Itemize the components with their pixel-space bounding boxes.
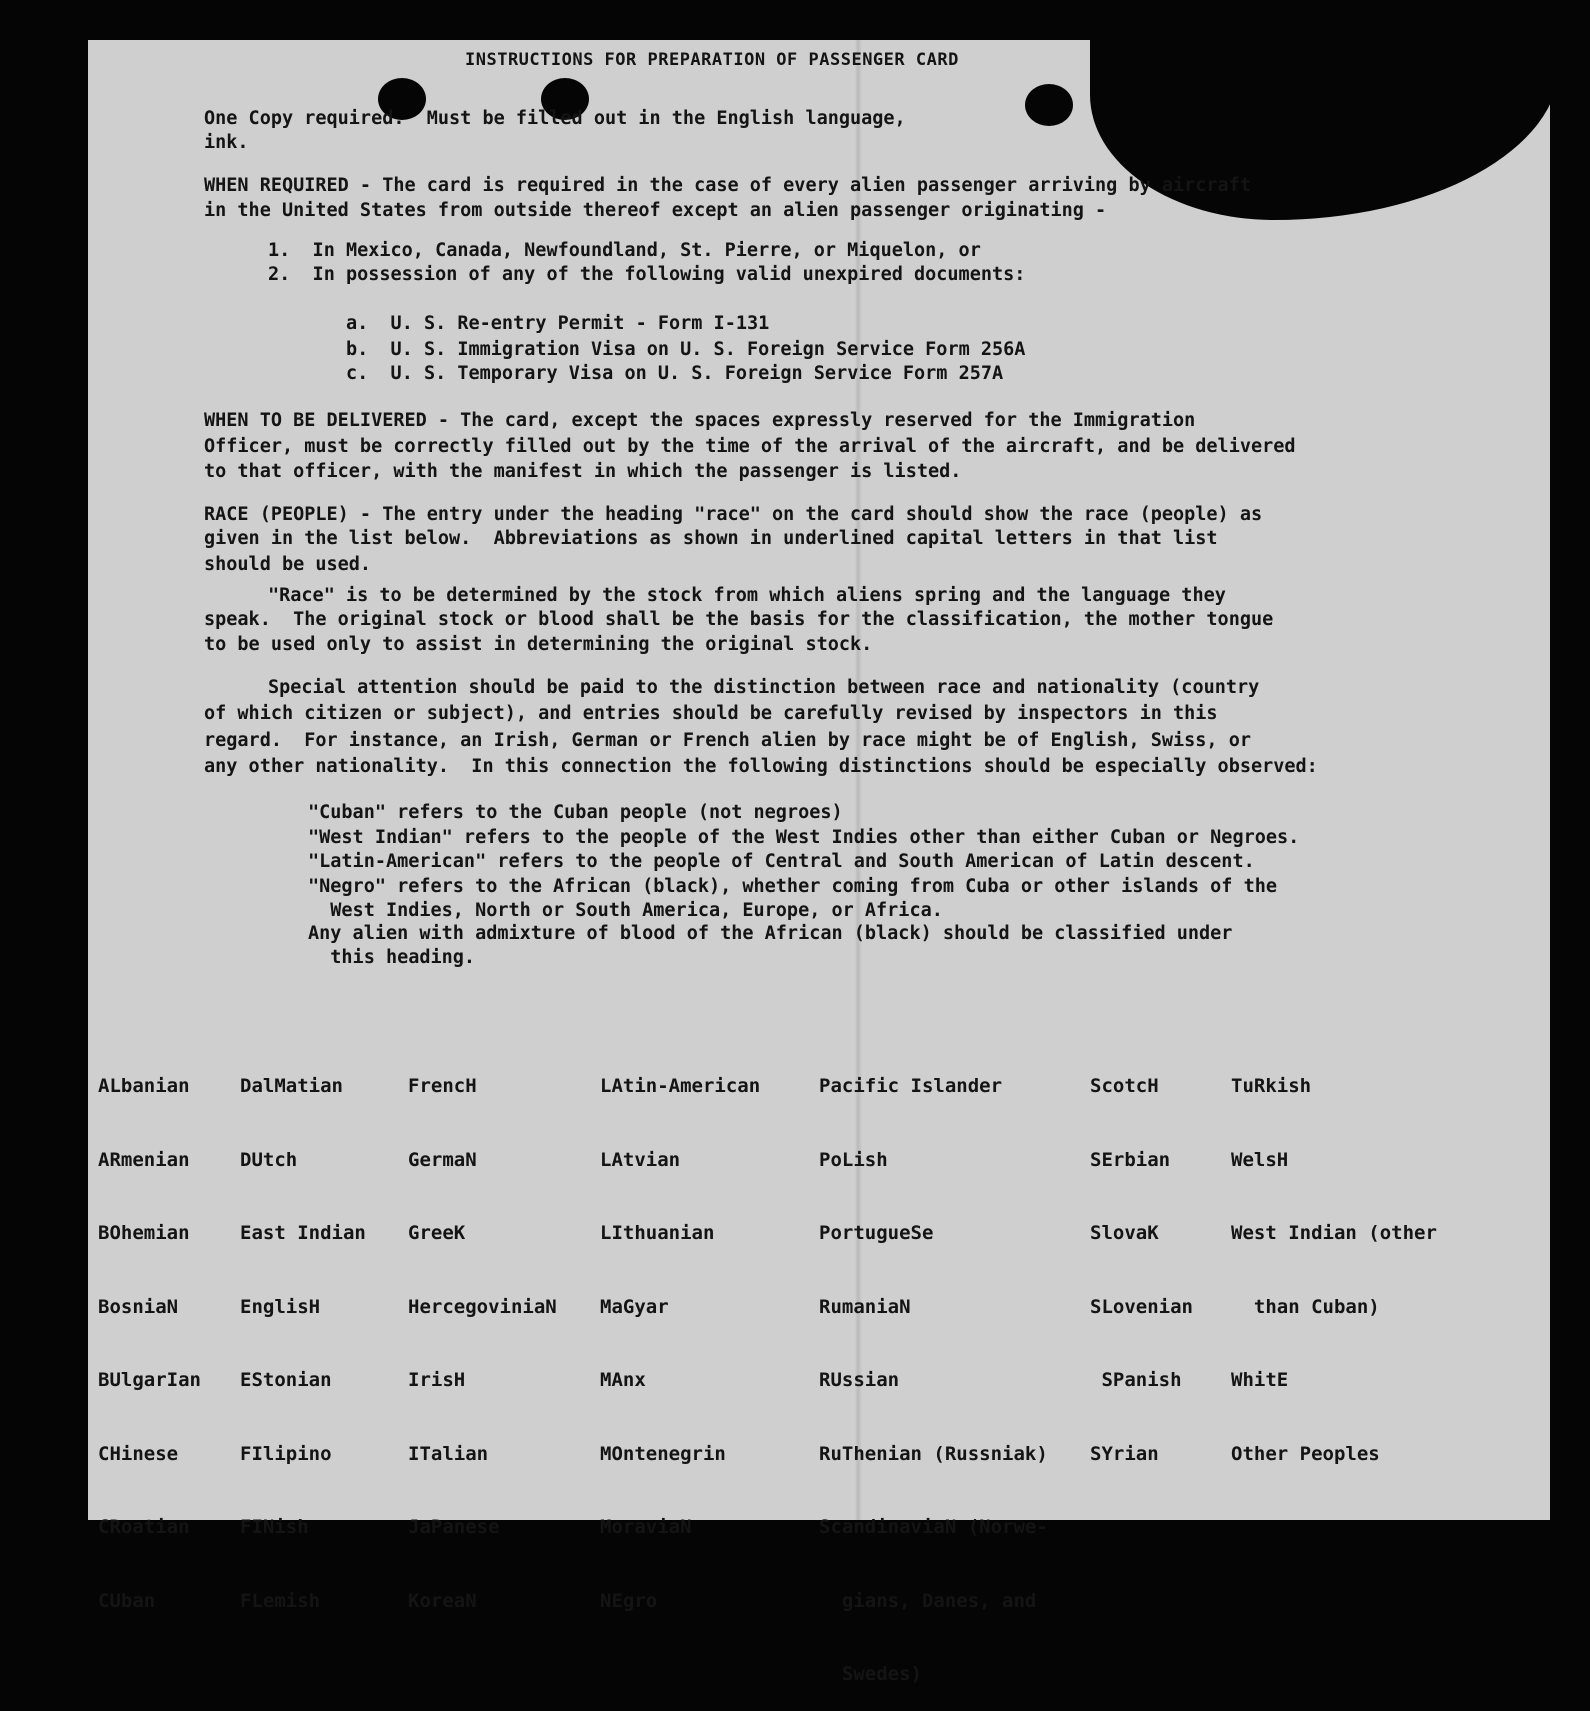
race-entry: BOhemian bbox=[98, 1222, 190, 1244]
race-entry: RuThenian (Russniak) bbox=[819, 1442, 1048, 1465]
race-entry: SLovenian bbox=[1090, 1295, 1193, 1318]
race-entry: FLemish bbox=[240, 1589, 321, 1612]
race-entry: CRoatian bbox=[98, 1516, 190, 1538]
race-entry: WhitE bbox=[1231, 1369, 1289, 1391]
race-entry: GreeK bbox=[408, 1222, 466, 1244]
distinction-line: Any alien with admixture of blood of the African (black) should be classified under bbox=[308, 923, 1233, 944]
race-list-column bbox=[408, 1025, 557, 1638]
race-entry: SYrian bbox=[1090, 1442, 1159, 1465]
distinction-line: West Indies, North or South America, Europe, or Africa. bbox=[308, 900, 943, 921]
document-subitem: c. U. S. Temporary Visa on U. S. Foreign Service Form 257A bbox=[346, 363, 1004, 384]
race-entry: DalMatian bbox=[240, 1075, 343, 1097]
race-list-column bbox=[1090, 1025, 1193, 1491]
race-entry: KoreaN bbox=[408, 1589, 477, 1612]
race-entry: RUssian bbox=[819, 1369, 900, 1391]
race-entry: HercegoviniaN bbox=[408, 1295, 557, 1318]
race-paragraph-line: Special attention should be paid to the distinction between race and nationality (country bbox=[268, 677, 1260, 698]
race-paragraph-line: any other nationality. In this connection the following distinctions should be especially observed: bbox=[204, 756, 1318, 777]
race-paragraph-line: to be used only to assist in determining the original stock. bbox=[204, 634, 873, 655]
race-entry: EStonian bbox=[240, 1369, 332, 1391]
race-list-column bbox=[819, 1025, 1048, 1711]
race-entry: ARmenian bbox=[98, 1148, 190, 1171]
race-entry: RumaniaN bbox=[819, 1295, 911, 1318]
race-list-column bbox=[240, 1025, 366, 1638]
race-paragraph-line: should be used. bbox=[204, 554, 372, 575]
race-entry: SlovaK bbox=[1090, 1222, 1159, 1244]
race-entry: CHinese bbox=[98, 1442, 179, 1465]
race-entry: ITalian bbox=[408, 1442, 489, 1465]
when-delivered-line: WHEN TO BE DELIVERED - The card, except the spaces expressly reserved for the Immigration bbox=[204, 410, 1196, 431]
race-paragraph-line: of which citizen or subject), and entries should be carefully revised by inspectors in this bbox=[204, 703, 1218, 724]
when-delivered-line: Officer, must be correctly filled out by the time of the arrival of the aircraft, and be delivered bbox=[204, 436, 1296, 457]
document-subitem: b. U. S. Immigration Visa on U. S. Foreign Service Form 256A bbox=[346, 339, 1026, 360]
when-required-item: 2. In possession of any of the following valid unexpired documents: bbox=[268, 264, 1026, 285]
race-entry: LIthuanian bbox=[600, 1222, 715, 1244]
race-entry: FINish bbox=[240, 1516, 309, 1538]
document-subitem: a. U. S. Re-entry Permit - Form I-131 bbox=[346, 313, 770, 334]
race-entry: CUban bbox=[98, 1589, 156, 1612]
distinction-line: "Latin-American" refers to the people of Central and South American of Latin descent. bbox=[308, 851, 1255, 872]
race-entry: TuRkish bbox=[1231, 1075, 1312, 1097]
race-entry: MoraviaN bbox=[600, 1516, 692, 1538]
race-entry: NEgro bbox=[600, 1589, 658, 1612]
race-entry: West Indian (other bbox=[1231, 1222, 1437, 1244]
distinction-line: "West Indian" refers to the people of the West Indies other than either Cuban or Negroes. bbox=[308, 827, 1300, 848]
race-entry: FIlipino bbox=[240, 1442, 332, 1465]
race-entry: LAtin-American bbox=[600, 1075, 761, 1097]
race-entry: FrencH bbox=[408, 1075, 477, 1097]
race-entry: PoLish bbox=[819, 1148, 888, 1171]
document-title: INSTRUCTIONS FOR PREPARATION OF PASSENGER CARD bbox=[465, 50, 959, 70]
race-entry: SPanish bbox=[1090, 1369, 1182, 1391]
race-entry: GermaN bbox=[408, 1148, 477, 1171]
when-required-line: WHEN REQUIRED - The card is required in the case of every alien passenger arriving by aircraft bbox=[204, 175, 1251, 196]
race-paragraph-line: RACE (PEOPLE) - The entry under the heading "race" on the card should show the race (people) as bbox=[204, 504, 1263, 525]
race-entry: ALbanian bbox=[98, 1075, 190, 1097]
race-entry: PortugueSe bbox=[819, 1222, 934, 1244]
race-entry: ScotcH bbox=[1090, 1075, 1159, 1097]
race-entry: Swedes) bbox=[819, 1663, 922, 1685]
race-entry: WelsH bbox=[1231, 1148, 1289, 1171]
race-entry: MaGyar bbox=[600, 1295, 669, 1318]
race-entry: JaPanese bbox=[408, 1516, 500, 1538]
race-entry: MAnx bbox=[600, 1369, 646, 1391]
when-required-line: in the United States from outside thereof except an alien passenger originating - bbox=[204, 200, 1107, 221]
when-required-item: 1. In Mexico, Canada, Newfoundland, St. Pierre, or Miquelon, or bbox=[268, 240, 981, 261]
distinction-line: "Cuban" refers to the Cuban people (not negroes) bbox=[308, 802, 843, 823]
race-paragraph-line: speak. The original stock or blood shall be the basis for the classification, the mother tongue bbox=[204, 609, 1274, 630]
race-list-column bbox=[98, 1025, 201, 1638]
race-list-column bbox=[600, 1025, 760, 1638]
race-entry: Other Peoples bbox=[1231, 1442, 1380, 1465]
race-entry: East Indian bbox=[240, 1222, 366, 1244]
race-entry: ScandinaviaN (Norwe- bbox=[819, 1516, 1048, 1538]
race-entry: MOntenegrin bbox=[600, 1442, 726, 1465]
distinction-line: this heading. bbox=[308, 947, 476, 968]
race-entry: LAtvian bbox=[600, 1148, 681, 1171]
race-entry: BUlgarIan bbox=[98, 1369, 201, 1391]
punch-hole bbox=[1025, 84, 1073, 126]
race-entry: gians, Danes, and bbox=[819, 1589, 1037, 1612]
race-entry: IrisH bbox=[408, 1369, 466, 1391]
race-entry: SErbian bbox=[1090, 1148, 1171, 1171]
when-delivered-line: to that officer, with the manifest in which the passenger is listed. bbox=[204, 461, 962, 482]
race-list-column bbox=[1231, 1025, 1437, 1491]
race-paragraph-line: "Race" is to be determined by the stock from which aliens spring and the language they bbox=[268, 585, 1226, 606]
race-entry: than Cuban) bbox=[1231, 1295, 1380, 1318]
race-entry: BosniaN bbox=[98, 1295, 179, 1318]
distinction-line: "Negro" refers to the African (black), whether coming from Cuba or other islands of the bbox=[308, 876, 1278, 897]
race-entry: EnglisH bbox=[240, 1295, 321, 1318]
intro-line: ink. bbox=[204, 132, 249, 153]
race-paragraph-line: given in the list below. Abbreviations as shown in underlined capital letters in that list bbox=[204, 528, 1218, 549]
race-paragraph-line: regard. For instance, an Irish, German or French alien by race might be of English, Swiss, or bbox=[204, 730, 1251, 751]
intro-line: One Copy required. Must be filled out in the English language, bbox=[204, 108, 906, 129]
race-entry: Pacific Islander bbox=[819, 1075, 1003, 1097]
race-entry: DUtch bbox=[240, 1148, 298, 1171]
